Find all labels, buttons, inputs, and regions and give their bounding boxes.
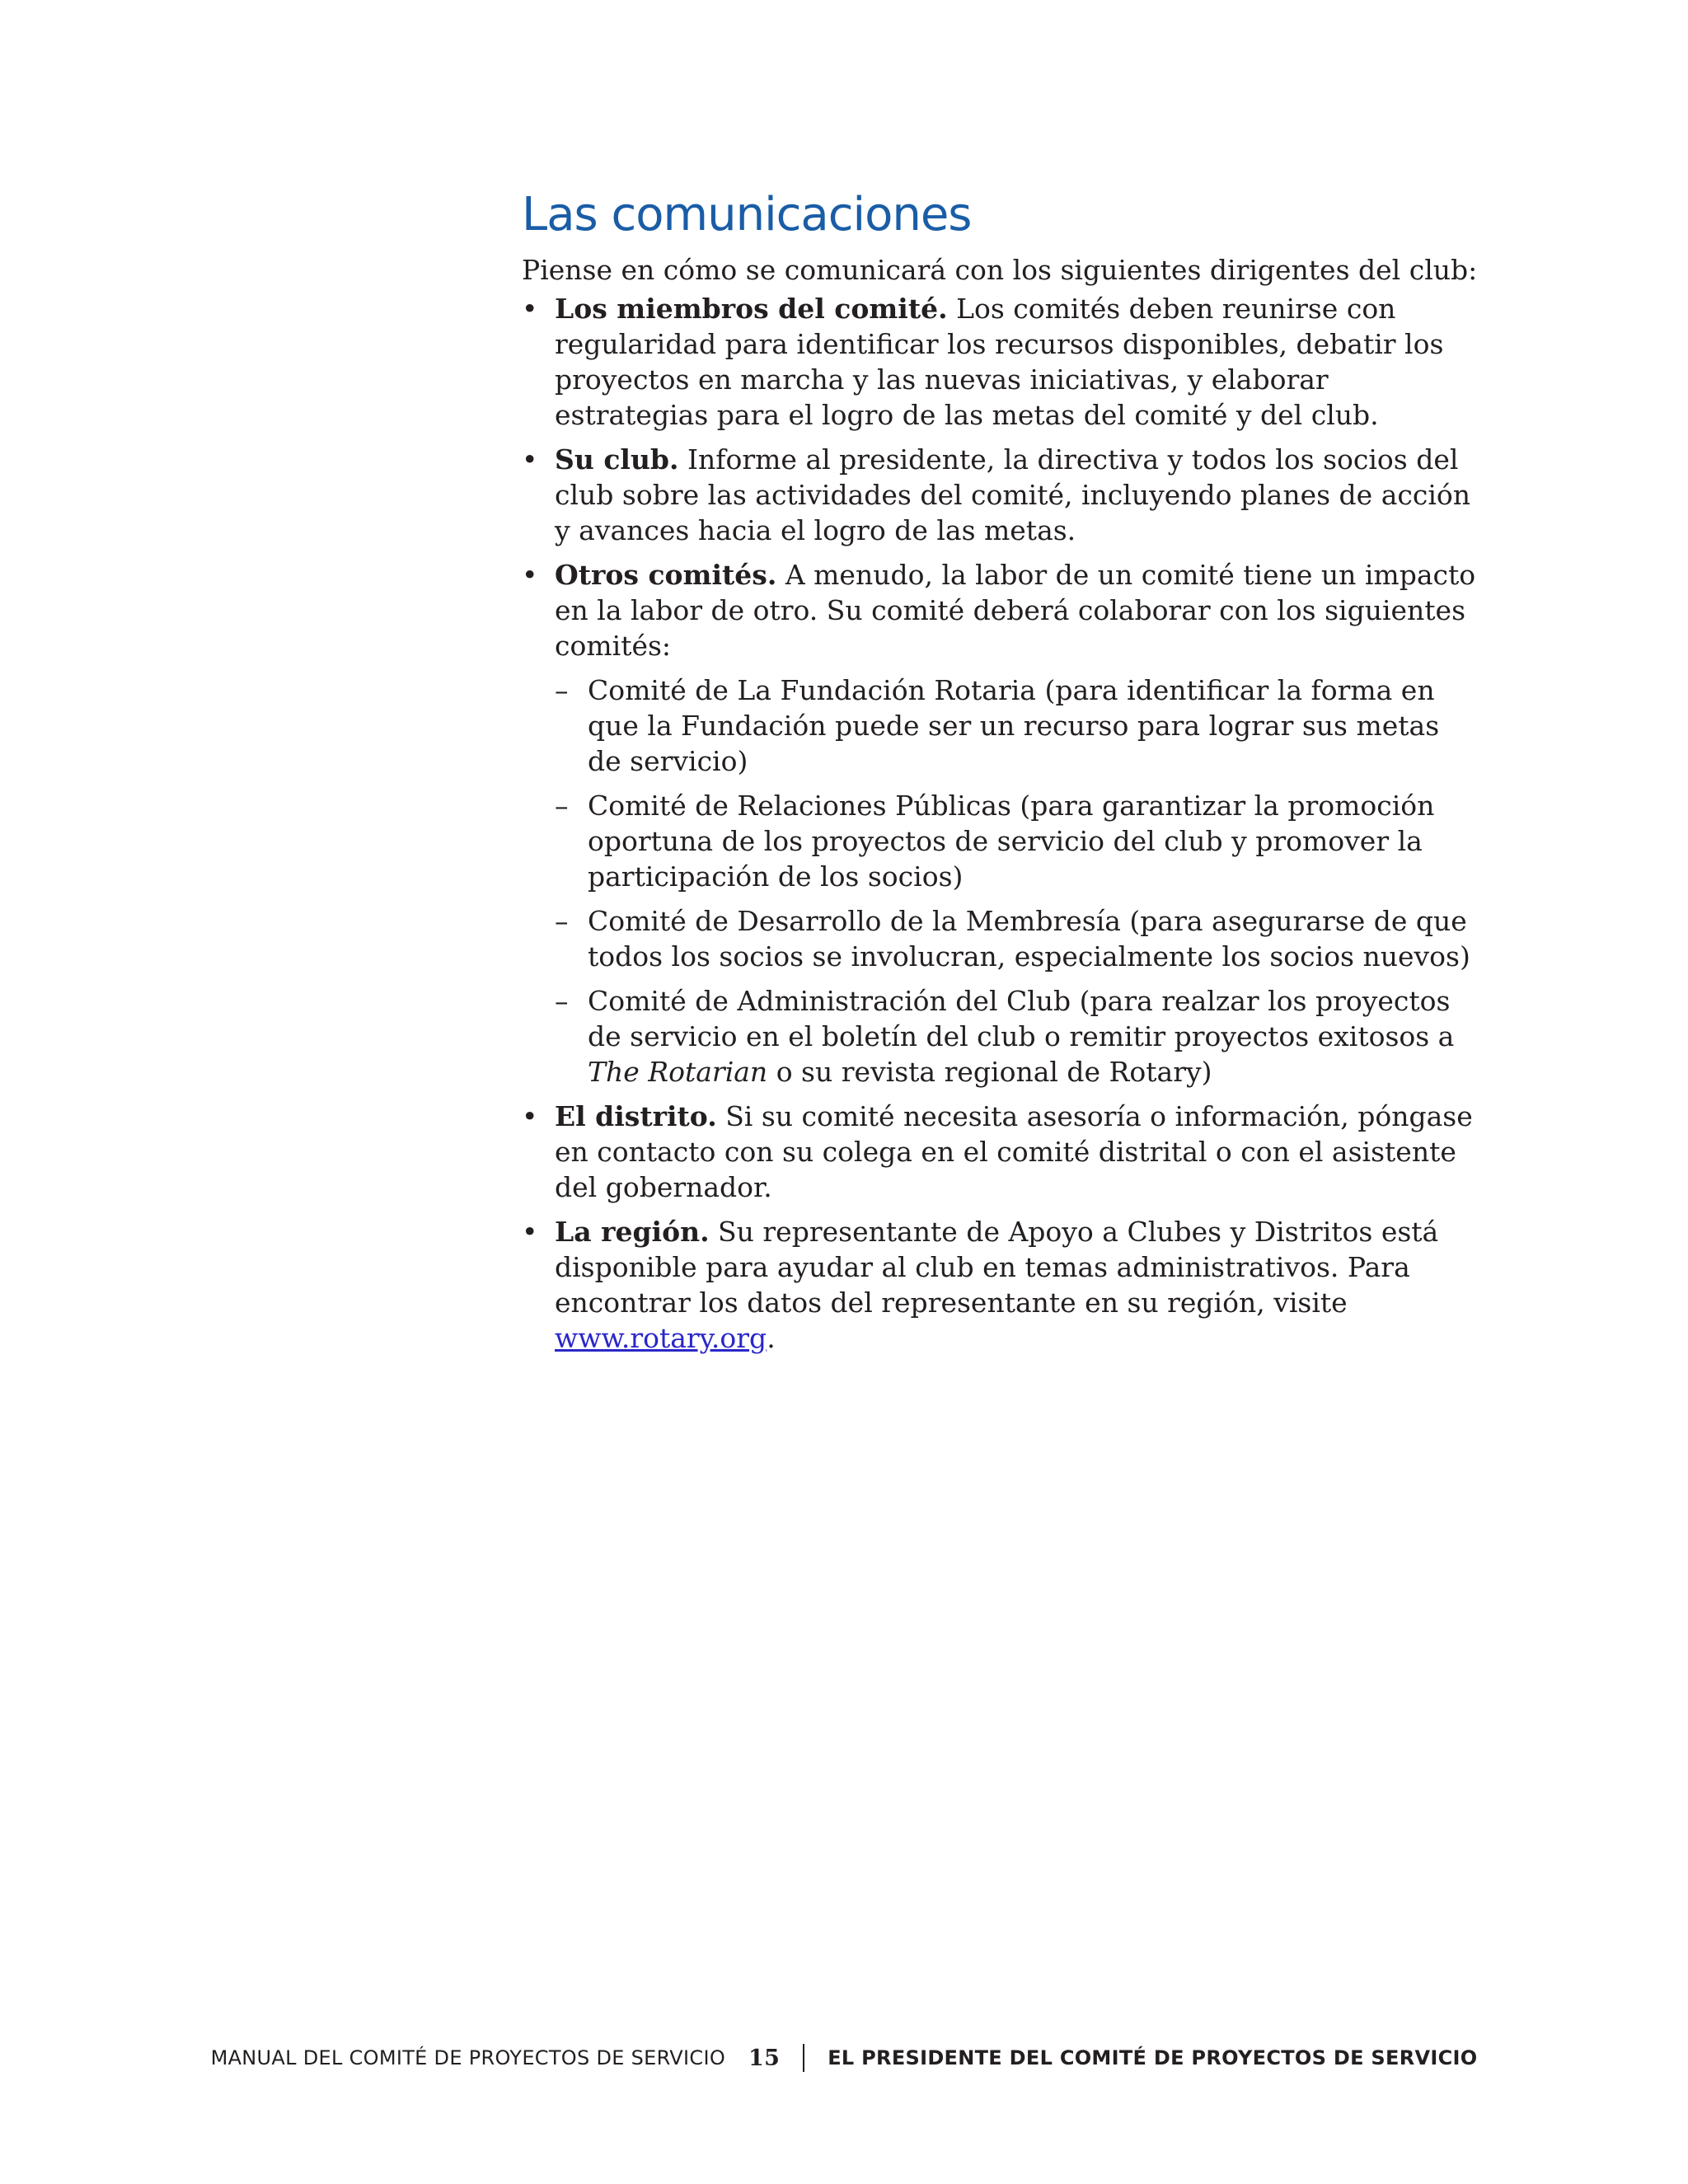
dash-icon: – [555,674,569,706]
sub-item-text-end: o su revista regional de Rotary) [767,1056,1212,1088]
item-text-end: . [767,1322,776,1354]
item-title: Los miembros del comité. [555,293,948,325]
bullet-icon: • [522,293,538,325]
list-item-committee-members [522,291,1478,433]
footer-section-title: EL PRESIDENTE DEL COMITÉ DE PROYECTOS DE SERVICIO [828,2046,1478,2069]
dash-icon: – [555,790,569,822]
item-text: Informe al presidente, la directiva y todos los socios del club sobre las actividades del comité, incluyendo planes de acción y avances hacia el logro de las metas. [555,443,1471,546]
bullet-list [522,291,1478,1356]
sub-list-item [555,903,1478,974]
sub-item-text: Comité de La Fundación Rotaria (para identificar la forma en que la Fundación puede ser un recurso para lograr sus metas de servicio) [588,674,1440,777]
list-item-your-club [522,442,1478,548]
publication-title: The Rotarian [588,1056,768,1088]
sub-list-item [555,673,1478,779]
sub-item-text: Comité de Desarrollo de la Membresía (para asegurarse de que todos los socios se involucran, especialmente los socios nuevos) [588,905,1470,972]
bullet-icon: • [522,559,538,591]
dash-icon: – [555,905,569,937]
page-content [522,186,1478,1365]
list-item-other-committees [522,557,1478,1090]
item-title: Otros comités. [555,559,777,591]
sub-list-item [555,983,1478,1090]
item-text: Si su comité necesita asesoría o información, póngase en contacto con su colega en el comité distrital o con el asistente del gobernador. [555,1100,1473,1203]
footer-divider [803,2044,804,2072]
intro-paragraph: Piense en cómo se comunicará con los siguientes dirigentes del club: [522,254,1478,286]
item-title: Su club. [555,443,679,476]
sub-list-item [555,788,1478,894]
page-footer [0,2044,1688,2072]
page-number: 15 [748,2045,781,2071]
rotary-website-link[interactable]: www.rotary.org [555,1322,767,1354]
sub-list [555,673,1478,1090]
list-item-region [522,1214,1478,1356]
footer-manual-title: MANUAL DEL COMITÉ DE PROYECTOS DE SERVICIO [210,2046,726,2069]
item-text: Los comités deben reunirse con regularidad para identificar los recursos disponibles, debatir los proyectos en marcha y las nuevas iniciativas, y elaborar estrategias para el logro de las metas del comité y del club. [555,293,1444,431]
dash-icon: – [555,985,569,1017]
bullet-icon: • [522,443,538,476]
item-title: La región. [555,1216,710,1248]
sub-item-text: Comité de Administración del Club (para realzar los proyectos de servicio en el boletín del club o remitir proyectos exitosos a [588,985,1455,1052]
item-text: A menudo, la labor de un comité tiene un impacto en la labor de otro. Su comité deberá colaborar con los siguientes comités: [555,559,1476,662]
sub-item-text: Comité de Relaciones Públicas (para garantizar la promoción oportuna de los proyectos de servicio del club y promover la participación de los socios) [588,790,1435,893]
item-text: Su representante de Apoyo a Clubes y Distritos está disponible para ayudar al club en temas administrativos. Para encontrar los datos del representante en su región, visite [555,1216,1439,1319]
page-title: Las comunicaciones [522,188,972,241]
bullet-icon: • [522,1216,538,1248]
bullet-icon: • [522,1100,538,1132]
item-title: El distrito. [555,1100,717,1132]
list-item-district [522,1099,1478,1205]
